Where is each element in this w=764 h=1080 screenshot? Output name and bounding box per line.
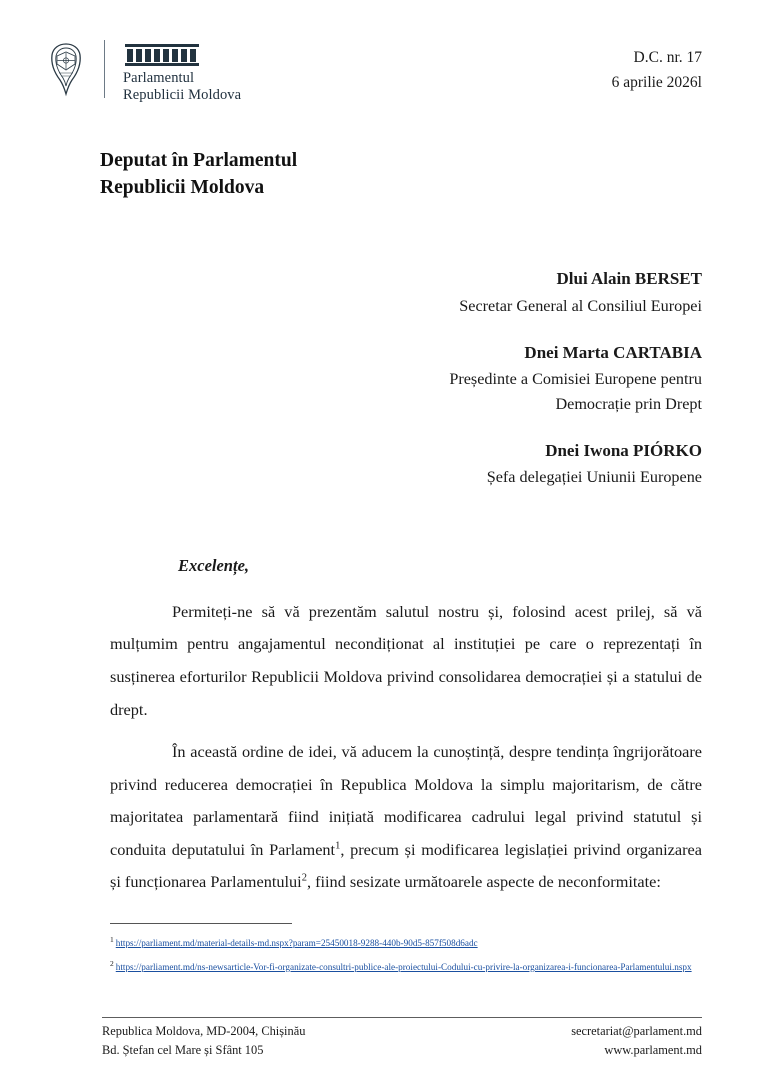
- addressee-3-role-line-1: Șefa delegației Uniunii Europene: [486, 468, 702, 487]
- parliament-branding: [46, 40, 241, 104]
- footnote-ref-2[interactable]: 2: [301, 873, 307, 885]
- document-number: D.C. nr. 17: [633, 49, 702, 66]
- page-title-line-1: Deputat în Parlamentul: [100, 150, 298, 172]
- addressee-2-role-line-1: Președinte a Comisiei Europene pentru: [449, 370, 702, 389]
- page-title-line-2: Republicii Moldova: [100, 177, 265, 199]
- footnote-ref-1[interactable]: 1: [335, 840, 341, 852]
- footnote-2: [110, 958, 702, 975]
- footnote-2-number: 2: [110, 958, 114, 968]
- brand-line-2: Republicii Moldova: [123, 87, 242, 104]
- brand-text-block: [123, 40, 241, 104]
- addressee-1: [0, 266, 702, 318]
- footnote-2-link[interactable]: https://parliament.md/ns-newsarticle-Vor-fi-organizate-consultri-publice-ale-proiectului-Codului-cu-privire-la-organizarea-i-funcionarea-Parlamentului.nspx: [115, 961, 692, 972]
- addressee-1-role-line-1: Secretar General al Consiliul Europei: [459, 296, 702, 315]
- brand-divider: [104, 40, 105, 98]
- document-date: 6 aprilie 2026l: [611, 73, 702, 91]
- brand-line-1: Parlamentul: [123, 70, 195, 86]
- footer-address: [102, 1022, 305, 1060]
- document-header: [0, 0, 764, 104]
- footer-contact: [571, 1022, 702, 1060]
- footnote-1: [110, 934, 702, 951]
- body-paragraph-2: [110, 736, 702, 899]
- footnotes: [110, 934, 702, 975]
- addressee-1-name: Dlui Alain BERSET: [556, 269, 702, 289]
- footer-email[interactable]: secretariat@parlament.md: [571, 1023, 702, 1038]
- addressee-2-role-line-2: Democrație prin Drept: [555, 394, 702, 413]
- document-footer: [102, 1022, 702, 1060]
- addressee-block: [0, 266, 702, 490]
- footnote-1-link[interactable]: https://parliament.md/material-details-md.nspx?param=25450018-9288-440b-90d5-857f508d6adc: [115, 938, 478, 949]
- body-paragraph-1: Permiteți-ne să vă prezentăm salutul nostru și, folosind acest prilej, să vă mulțumim pentru angajamentul necondiționat al instituției pe care o reprezentați în susținerea eforturilor Republicii Moldova privind consolidarea democrației și a statului de drept.: [110, 601, 702, 719]
- brand-name: [123, 70, 241, 104]
- footer-website[interactable]: www.parlament.md: [604, 1042, 702, 1057]
- document-body: [110, 596, 702, 899]
- addressee-3: [0, 438, 702, 490]
- salutation: Excelențe,: [178, 555, 250, 575]
- body-paragraph-2-part-3: , fiind sesizate următoarele aspecte de neconformitate:: [306, 872, 661, 892]
- document-meta: [612, 40, 702, 96]
- page-title: [100, 148, 764, 202]
- parliament-building-icon: [123, 40, 201, 68]
- footnote-separator: [110, 923, 292, 924]
- body-paragraph-2-part-1: În această ordine de idei, vă aducem la cunoștință, despre tendința îngrijorătoare privind reducerea democrației în Republica Moldova la simplu majoritarism, de către majoritatea parlamentară fiind inițiată modificarea cadrului legal privind statutul și conduita deputatului în Parlament: [110, 742, 702, 859]
- body-paragraph-2-part-2: , precum și modificarea legislației privind organizarea și funcționarea Parlamentului: [110, 839, 702, 892]
- footer-address-line-2: Bd. Ștefan cel Mare și Sfânt 105: [102, 1042, 264, 1057]
- footnote-1-number: 1: [110, 935, 114, 945]
- footer-address-line-1: Republica Moldova, MD-2004, Chișinău: [102, 1023, 306, 1038]
- moldova-coat-of-arms-icon: [46, 42, 86, 98]
- addressee-2-name: Dnei Marta CARTABIA: [524, 342, 702, 362]
- addressee-3-name: Dnei Iwona PIÓRKO: [545, 440, 702, 460]
- footer-separator: [102, 1017, 702, 1018]
- addressee-2: [0, 340, 702, 416]
